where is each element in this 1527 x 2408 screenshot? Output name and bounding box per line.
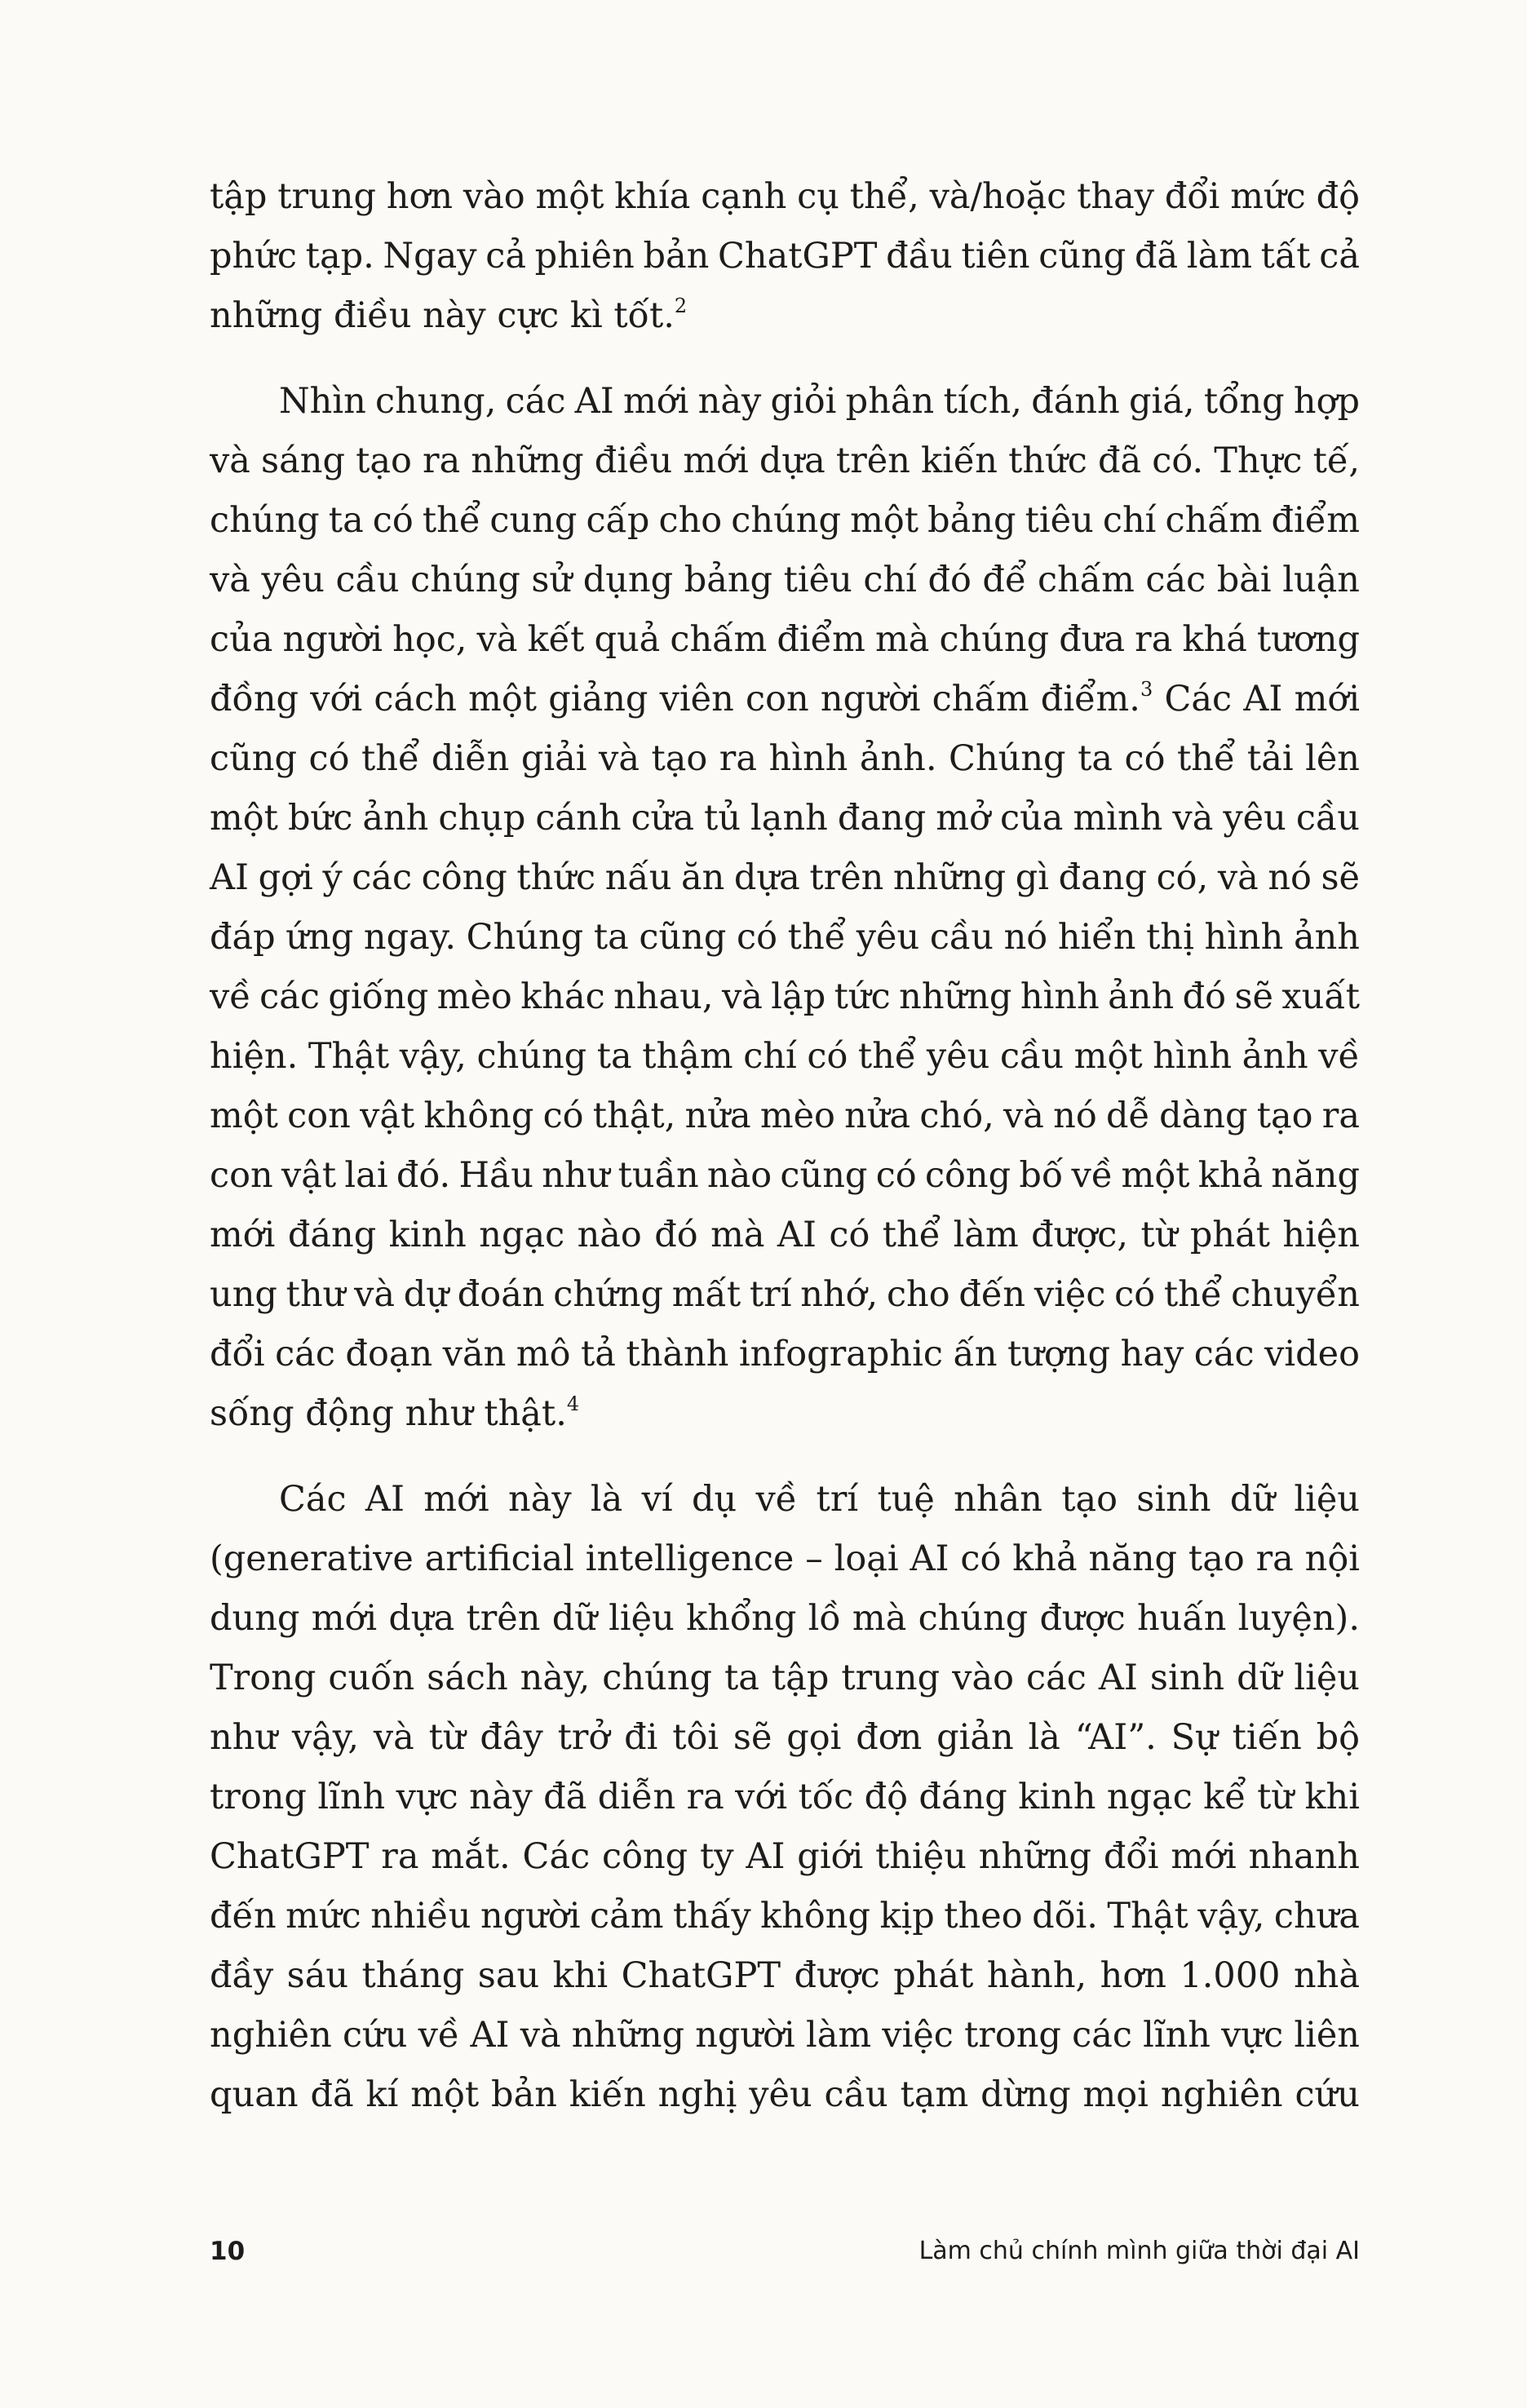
text-line: trong lĩnh vực này đã diễn ra với tốc độ đáng kinh ngạc kể từ khi [210, 1777, 1360, 1817]
text-line: như vậy, và từ đây trở đi tôi sẽ gọi đơn giản là “AI”. Sự tiến bộ [210, 1717, 1360, 1758]
text-line: đổi các đoạn văn mô tả thành infographic ấn tượng hay các video [210, 1334, 1360, 1374]
text-line: về các giống mèo khác nhau, và lập tức những hình ảnh đó sẽ xuất [210, 976, 1360, 1017]
text-line: chúng ta có thể cung cấp cho chúng một bảng tiêu chí chấm điểm [210, 500, 1360, 541]
text-line: AI gợi ý các công thức nấu ăn dựa trên những gì đang có, và nó sẽ [210, 857, 1360, 898]
page-number: 10 [210, 2237, 246, 2266]
text-line: đầy sáu tháng sau khi ChatGPT được phát hành, hơn 1.000 nhà [210, 1955, 1360, 1996]
text-line: đến mức nhiều người cảm thấy không kịp theo dõi. Thật vậy, chưa [210, 1896, 1360, 1937]
footnote-marker: 2 [674, 294, 688, 317]
text-line [210, 286, 1360, 346]
text-line-tail: Các AI mới [1164, 679, 1360, 719]
text-line: và yêu cầu chúng sử dụng bảng tiêu chí đó để chấm các bài luận [210, 560, 1361, 600]
text-line-content: sống động như thật. [210, 1393, 567, 1434]
text-line: ChatGPT ra mắt. Các công ty AI giới thiệu những đổi mới nhanh [210, 1836, 1360, 1877]
text-line: của người học, và kết quả chấm điểm mà chúng đưa ra khá tương [210, 619, 1360, 660]
text-line: nghiên cứu về AI và những người làm việc trong các lĩnh vực liên [210, 2015, 1360, 2056]
text-line: một bức ảnh chụp cánh cửa tủ lạnh đang mở của mình và yêu cầu [210, 798, 1360, 839]
text-line: Nhìn chung, các AI mới này giỏi phân tích, đánh giá, tổng hợp [279, 381, 1360, 422]
text-line: hiện. Thật vậy, chúng ta thậm chí có thể yêu cầu một hình ảnh về [210, 1036, 1360, 1077]
text-line: tập trung hơn vào một khía cạnh cụ thể, và/hoặc thay đổi mức độ [210, 176, 1360, 217]
text-line: cũng có thể diễn giải và tạo ra hình ảnh. Chúng ta có thể tải lên [210, 738, 1360, 779]
text-line: và sáng tạo ra những điều mới dựa trên kiến thức đã có. Thực tế, [210, 440, 1360, 481]
text-line: Trong cuốn sách này, chúng ta tập trung vào các AI sinh dữ liệu [210, 1658, 1360, 1698]
text-line: phức tạp. Ngay cả phiên bản ChatGPT đầu tiên cũng đã làm tất cả [210, 236, 1360, 277]
text-line: quan đã kí một bản kiến nghị yêu cầu tạm dừng mọi nghiên cứu [210, 2074, 1360, 2115]
body-text [210, 167, 1360, 2125]
text-line-content: đồng với cách một giảng viên con người chấm điểm. [210, 679, 1140, 719]
text-line [210, 1384, 1360, 1444]
footnote-marker: 3 [1140, 678, 1153, 701]
text-line: mới đáng kinh ngạc nào đó mà AI có thể làm được, từ phát hiện [210, 1215, 1360, 1255]
text-line: một con vật không có thật, nửa mèo nửa chó, và nó dễ dàng tạo ra [210, 1096, 1360, 1136]
text-line: ung thư và dự đoán chứng mất trí nhớ, cho đến việc có thể chuyển [210, 1274, 1360, 1315]
text-line: (generative artificial intelligence – loại AI có khả năng tạo ra nội [210, 1538, 1360, 1579]
running-footer-title: Làm chủ chính mình giữa thời đại AI [918, 2237, 1360, 2265]
text-line [210, 670, 1360, 729]
text-line-content: những điều này cực kì tốt. [210, 295, 675, 336]
text-line: đáp ứng ngay. Chúng ta cũng có thể yêu cầu nó hiển thị hình ảnh [210, 917, 1360, 958]
text-line: Các AI mới này là ví dụ về trí tuệ nhân tạo sinh dữ liệu [279, 1479, 1360, 1520]
text-line: con vật lai đó. Hầu như tuần nào cũng có công bố về một khả năng [210, 1155, 1360, 1196]
footnote-marker: 4 [566, 1392, 580, 1415]
text-line: dung mới dựa trên dữ liệu khổng lồ mà chúng được huấn luyện). [210, 1598, 1360, 1639]
